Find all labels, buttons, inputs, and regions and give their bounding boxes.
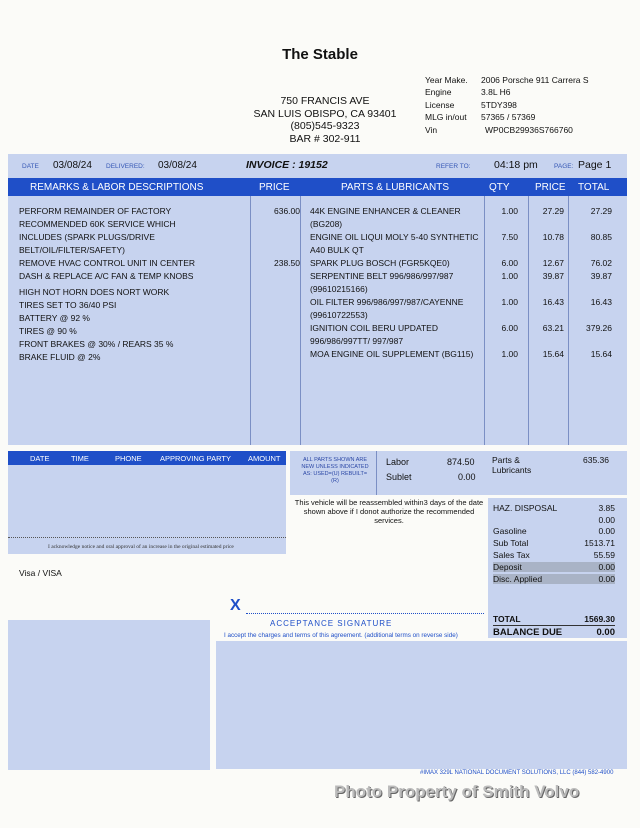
invoice-date: 03/08/24 [53,160,92,171]
signature-area-right[interactable] [216,641,627,769]
qty-header: QTY [489,182,510,193]
part-line: SERPENTINE BELT 996/986/997/987 [310,271,454,281]
part-total: 16.43 [590,297,612,307]
part-qty: 1.00 [501,297,518,307]
reassembly-notice: This vehicle will be reassembled within3 days of the date shown above if I donot authorize the recommended services. [294,498,484,525]
shop-bar-number: BAR # 302-911 [289,132,361,145]
part-qty: 6.00 [501,323,518,333]
signature-x: X [230,597,241,614]
vehicle-value: 2006 Porsche 911 Carrera S [481,75,589,85]
summary-value: 0.00 [598,526,615,536]
summary-row [493,503,615,513]
part-line: A40 BULK QT [310,245,364,255]
labor-line: REMOVE HVAC CONTROL UNIT IN CENTER [19,258,195,268]
labor-list [19,205,195,364]
invoice-number: INVOICE : 19152 [246,159,328,171]
labor-line: BATTERY @ 92 % [19,313,90,323]
summary-box [488,498,627,638]
summary-value: 55.59 [593,550,615,560]
labor-line: TIRES @ 90 % [19,326,77,336]
labor-price: 238.50 [274,258,300,268]
parts-total-box [488,451,627,495]
part-line: IGNITION COIL BERU UPDATED [310,323,438,333]
part-total: 80.85 [590,232,612,242]
labor-line: FRONT BRAKES @ 30% / REARS 35 % [19,339,174,349]
part-line: MOA ENGINE OIL SUPPLEMENT (BG115) [310,349,474,359]
summary-label: Disc. Applied [493,574,543,584]
summary-row [493,574,615,584]
part-total: 76.02 [590,258,612,268]
summary-row [493,562,615,572]
part-total: 379.26 [586,323,612,333]
approval-col: AMOUNT [248,454,281,463]
page-label: PAGE: [554,163,574,170]
labor-total: 874.50 [447,457,475,467]
delivered-date: 03/08/24 [158,160,197,171]
refer-label: REFER TO: [436,163,471,170]
summary-label: Deposit [493,562,522,572]
vehicle-info [425,74,589,136]
payment-method: Visa / VISA [19,568,62,578]
approval-col: APPROVING PARTY [160,454,231,463]
approval-box [8,451,286,554]
signature-area-left [8,620,210,770]
sublet-total: 0.00 [458,472,476,482]
summary-row [493,515,615,525]
part-qty: 1.00 [501,349,518,359]
part-price: 27.29 [542,206,564,216]
part-qty: 1.00 [501,206,518,216]
summary-value: 3.85 [598,503,615,513]
approval-col: PHONE [115,454,142,463]
part-price: 15.64 [542,349,564,359]
approval-col: TIME [71,454,89,463]
summary-value: 1513.71 [584,538,615,548]
approval-col: DATE [30,454,50,463]
balance-due-label: BALANCE DUE [493,627,563,638]
labor-line: PERFORM REMAINDER OF FACTORY [19,206,172,216]
part-qty: 7.50 [501,232,518,242]
vehicle-value: 3.8L H6 [481,87,511,98]
part-line: 996/986/997TT/ 997/987 [310,336,404,346]
parts-list [310,205,478,361]
part-line: OIL FILTER 996/986/997/987/CAYENNE [310,297,464,307]
balance-due-value: 0.00 [596,627,615,638]
balance-due-row [493,627,615,638]
part-price: 12.67 [542,258,564,268]
part-line: SPARK PLUG BOSCH (FGR5KQE0) [310,258,450,268]
summary-row [493,538,615,548]
parts-header: PARTS & LUBRICANTS [341,182,449,193]
total-row [493,614,615,624]
watermark: Photo Property of Smith Volvo [334,782,580,801]
form-footer: #IMAX 329L NATIONAL DOCUMENT SOLUTIONS, LLC (844) 582-4900 [420,770,614,776]
vehicle-value: 5TDY398 [481,99,517,110]
labor-line: BELT/OIL/FILTER/SAFETY) [19,245,125,255]
part-line: ENGINE OIL LIQUI MOLY 5-40 SYNTHETIC [310,232,479,242]
part-total: 15.64 [590,349,612,359]
sublet-label: Sublet [386,472,412,482]
labor-line: HIGH NOT HORN DOES NORT WORK [19,287,170,297]
labor-price: 636.00 [274,206,300,216]
parts-total-value: 635.36 [583,455,609,465]
vehicle-label: Year Make. [425,75,468,85]
part-total: 27.29 [590,206,612,216]
invoice-info-row [8,154,627,178]
vehicle-value: WP0CB29936S766760 [485,124,573,135]
signature-title: ACCEPTANCE SIGNATURE [270,619,393,628]
shop-address-line2: SAN LUIS OBISPO, CA 93401 [253,107,397,120]
date-label: DATE [22,163,39,170]
approval-note: I acknowledge notice and oral approval of an increase in the original estimated price [48,544,234,550]
approval-header [8,451,286,465]
labor-line: INCLUDES (SPARK PLUGS/DRIVE [19,232,155,242]
labor-line: DASH & REPLACE A/C FAN & TEMP KNOBS [19,271,194,281]
parts-total-label-1: Parts & [492,455,520,465]
table-header [8,178,627,196]
parts-total-label-2: Lubricants [492,465,532,475]
part-line: (99610215166) [310,284,368,294]
summary-value: 0.00 [598,574,615,584]
part-price: 39.87 [542,271,564,281]
total-header: TOTAL [578,182,610,193]
vehicle-label: MLG in/out [425,112,467,123]
labor-line: RECOMMENDED 60K SERVICE WHICH [19,219,176,229]
page-number: Page 1 [578,159,612,171]
vehicle-label: Vin [425,124,438,135]
vehicle-value: 57365 / 57369 [481,112,536,123]
labor-line: TIRES SET TO 36/40 PSI [19,300,117,310]
unit-price-header: PRICE [535,182,566,193]
total-column [568,205,612,361]
labor-sublet-box [290,451,488,495]
part-total: 39.87 [590,271,612,281]
summary-value: 0.00 [598,562,615,572]
summary-label: Sales Tax [493,550,530,560]
invoice-time: 04:18 pm [494,159,538,171]
vehicle-label: Engine [425,87,452,98]
line-items-grid [8,196,627,445]
shop-address-line1: 750 FRANCIS AVE [280,95,370,107]
price-header: PRICE [259,182,290,193]
summary-row [493,550,615,560]
part-line: (99610722553) [310,310,368,320]
part-line: (BG208) [310,219,343,229]
summary-label: Sub Total [493,538,529,548]
part-qty: 6.00 [501,258,518,268]
signature-note: I accept the charges and terms of this agreement. (additional terms on reverse side) [224,632,458,639]
parts-total-label [492,455,531,475]
total-value: 1569.30 [584,614,615,624]
parts-note: ALL PARTS SHOWN ARE NEW UNLESS INDICATED AS: USED=(U) REBUILT=(R) [301,457,369,484]
shop-address [230,95,420,145]
part-price: 10.78 [542,232,564,242]
labor-line: BRAKE FLUID @ 2% [19,352,101,362]
unit-price-column [528,205,564,361]
summary-value: 0.00 [598,515,615,525]
remarks-header: REMARKS & LABOR DESCRIPTIONS [30,182,204,193]
summary-label: Gasoline [493,526,527,536]
shop-phone: (805)545-9323 [290,120,360,132]
delivered-label: DELIVERED: [106,163,145,170]
part-price: 63.21 [542,323,564,333]
summary-label: HAZ. DISPOSAL [493,503,558,513]
qty-column [484,205,518,361]
vehicle-label: License [425,99,455,110]
signature-line [246,613,484,614]
shop-name: The Stable [282,46,358,63]
labor-label: Labor [386,457,410,467]
part-price: 16.43 [542,297,564,307]
total-label: TOTAL [493,614,521,624]
part-qty: 1.00 [501,271,518,281]
part-line: 44K ENGINE ENHANCER & CLEANER [310,206,461,216]
summary-row [493,526,615,536]
